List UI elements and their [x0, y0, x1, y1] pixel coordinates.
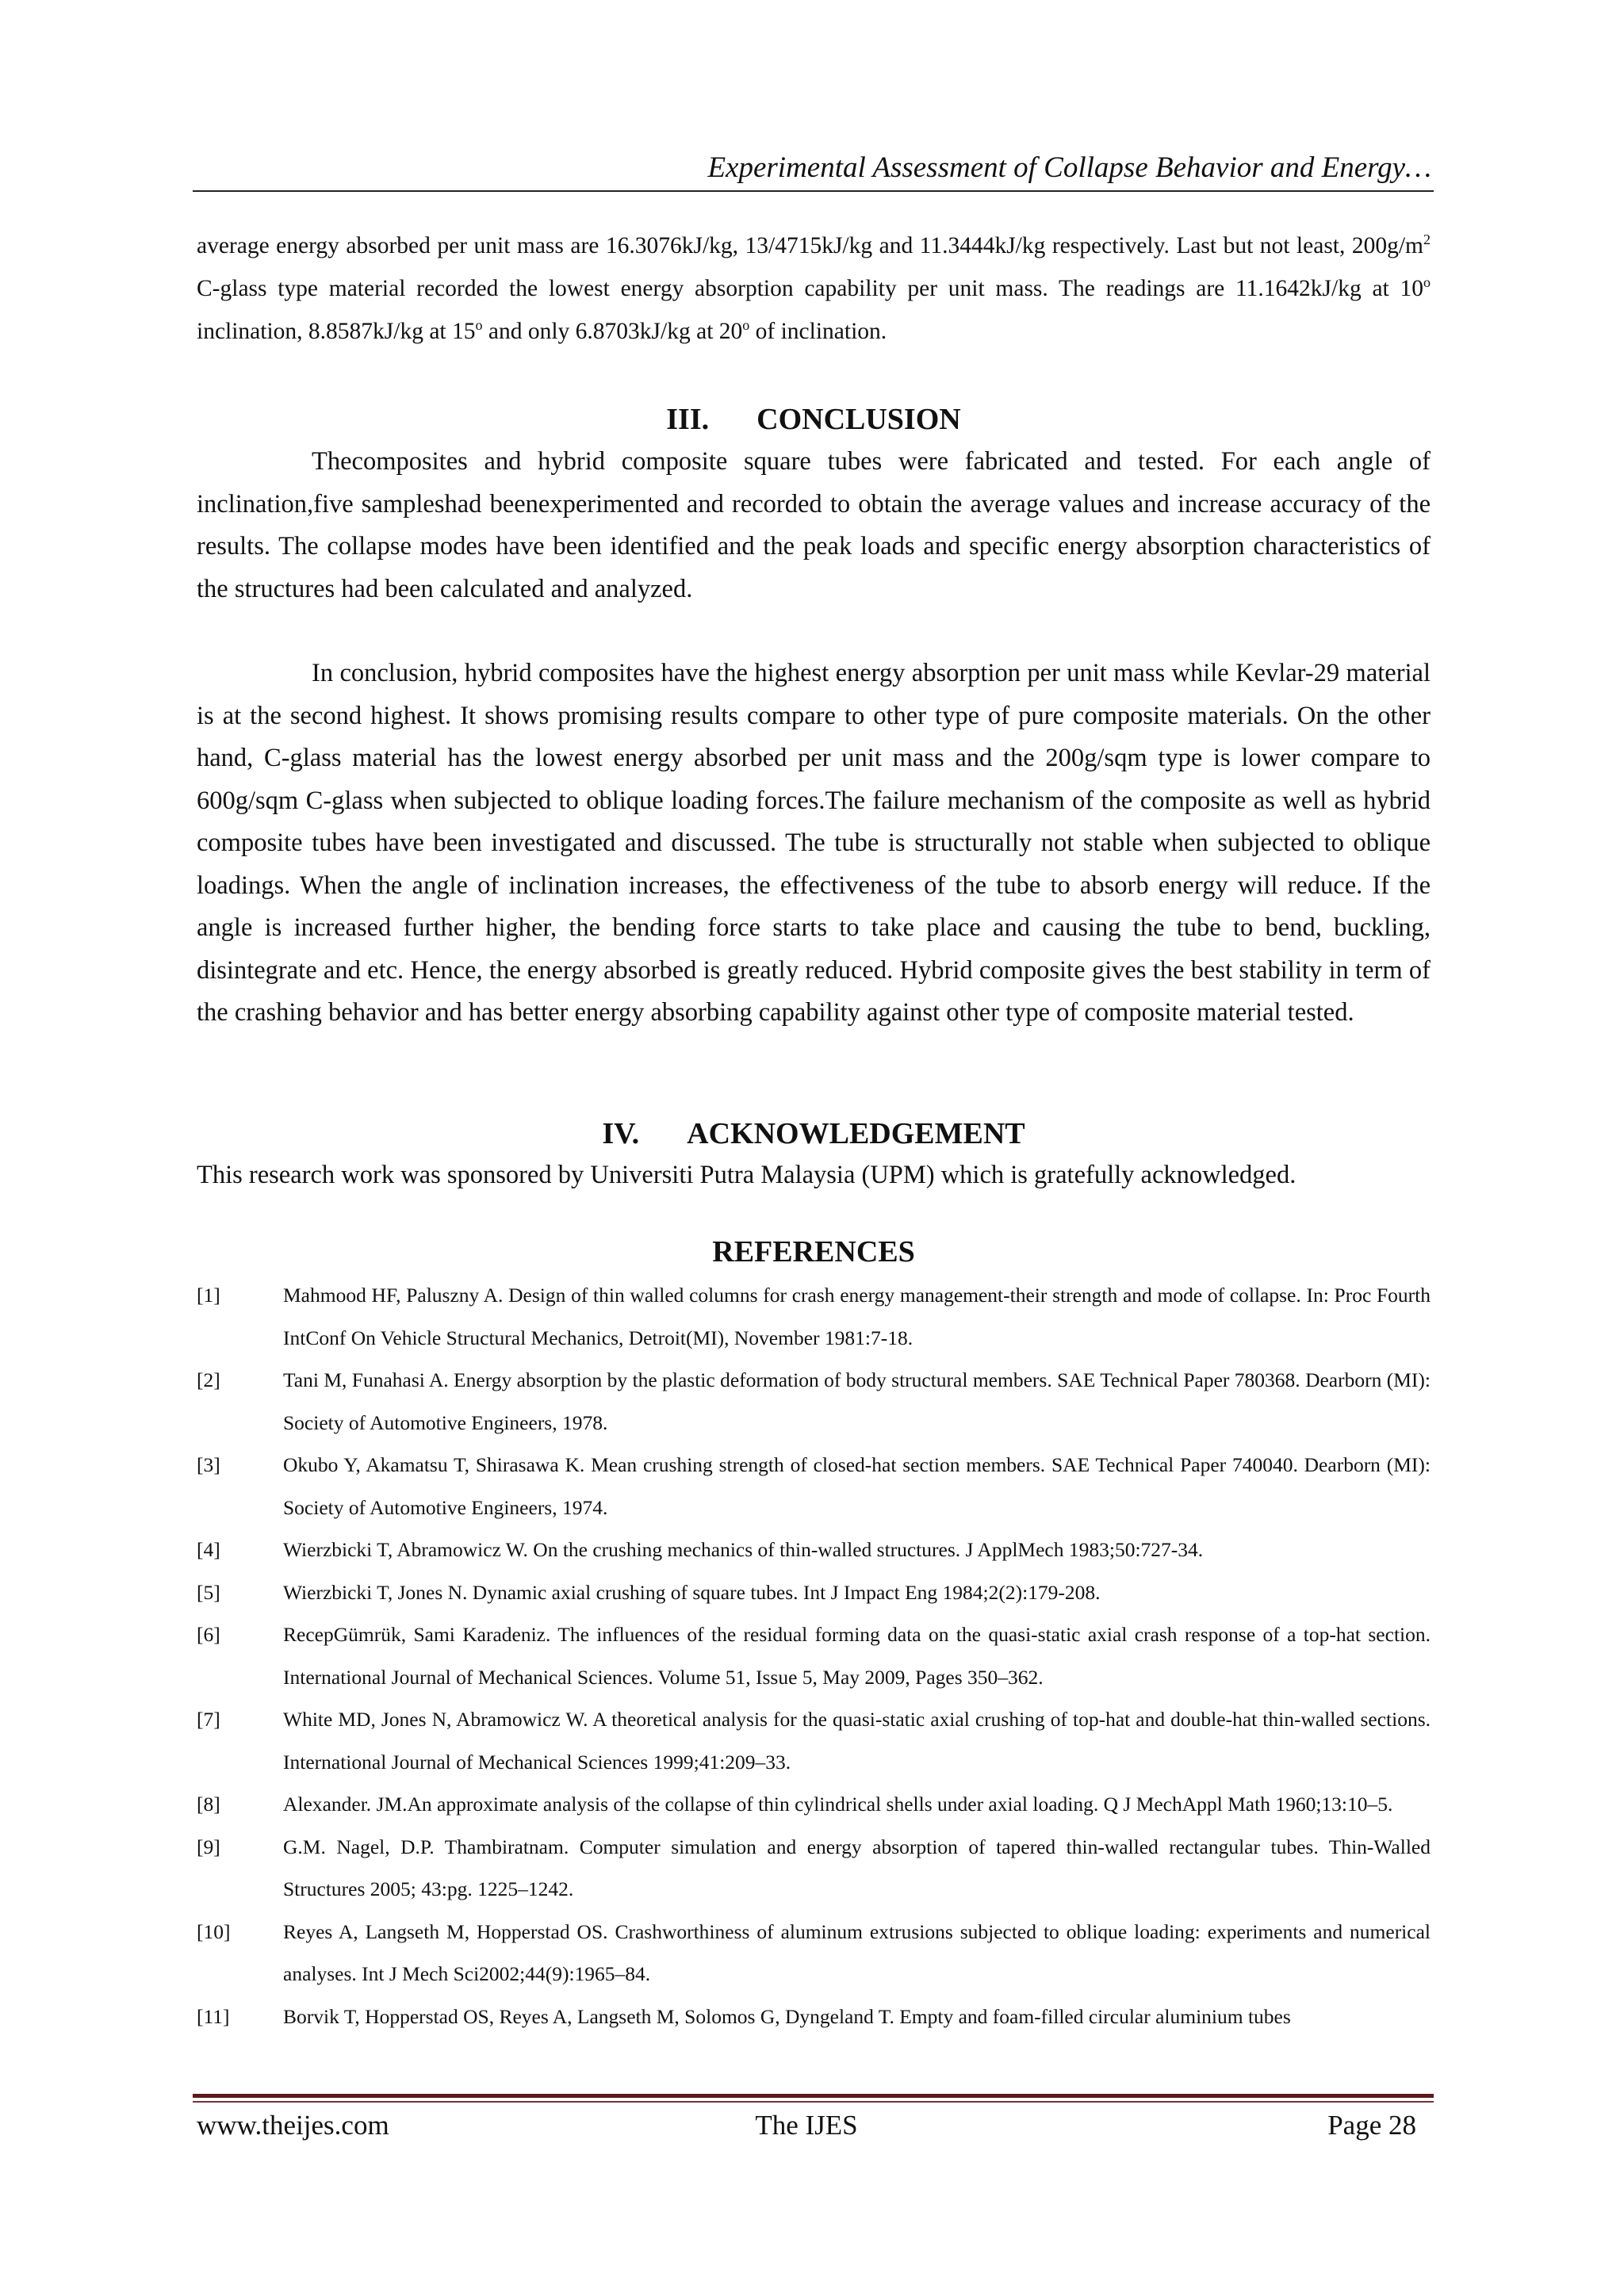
- superscript-2: 2: [1423, 232, 1431, 248]
- reference-number: [2]: [197, 1368, 220, 1391]
- reference-text: Wierzbicki T, Jones N. Dynamic axial crushing of square tubes. Int J Impact Eng 1984;2(2):179-208.: [283, 1580, 1101, 1604]
- reference-text: Reyes A, Langseth M, Hopperstad OS. Crashworthiness of aluminum extrusions subjected to oblique loading: experiments and numerical analyses. Int J Mech Sci2002;44(9):1965–84.: [283, 1919, 1431, 1985]
- page-footer: [197, 2106, 1416, 2145]
- reference-number: [3]: [197, 1453, 220, 1476]
- reference-text: Okubo Y, Akamatsu T, Shirasawa K. Mean crushing strength of closed-hat section members. SAE Technical Paper 740040. Dearborn (MI): Society of Automotive Engineers, 1974.: [283, 1453, 1431, 1519]
- conclusion-paragraph-2: In conclusion, hybrid composites have the highest energy absorption per unit mass while Kevlar-29 material is at the second highest. It shows promising results compare to other type of pure composite materials. On the other hand, C-glass material has the lowest energy absorbed per unit mass and the 200g/sqm type is lower compare to 600g/sqm C-glass when subjected to oblique loading forces.The failure mechanism of the composite as well as hybrid composite tubes have been investigated and discussed. The tube is structurally not stable when subjected to oblique loadings. When the angle of inclination increases, the effectiveness of the tube to absorb energy will reduce. If the angle is increased further higher, the bending force starts to take place and causing the tube to bend, buckling, disintegrate and etc. Hence, the energy absorbed is greatly reduced. Hybrid composite gives the best stability in term of the crashing behavior and has better energy absorbing capability against other type of composite material tested.: [197, 659, 1431, 1027]
- degree-superscript: o: [742, 317, 750, 334]
- section-number: III.: [666, 403, 710, 436]
- section-title: CONCLUSION: [756, 403, 961, 436]
- reference-text: Tani M, Funahasi A. Energy absorption by the plastic deformation of body structural members. SAE Technical Paper 780368. Dearborn (MI): Society of Automotive Engineers, 1978.: [283, 1368, 1431, 1434]
- footer-website: www.theijes.com: [197, 2110, 389, 2141]
- reference-text: Alexander. JM.An approximate analysis of the collapse of thin cylindrical shells under axial loading. Q J MechAppl Math 1960;13:10–5.: [283, 1793, 1393, 1816]
- reference-item: [197, 1613, 1431, 1698]
- reference-text: Borvik T, Hopperstad OS, Reyes A, Langseth M, Solomos G, Dyngeland T. Empty and foam-filled circular aluminium tubes: [283, 2004, 1291, 2028]
- intro-text-4: and only 6.8703kJ/kg at 20: [482, 319, 743, 344]
- reference-text: RecepGümrük, Sami Karadeniz. The influences of the residual forming data on the quasi-static axial crash response of a top-hat section. International Journal of Mechanical Sciences. Volume 51, Issue 5, May 2009, Pages 350–362.: [283, 1623, 1431, 1689]
- section-title: ACKNOWLEDGEMENT: [687, 1117, 1025, 1150]
- reference-text: Wierzbicki T, Abramowicz W. On the crushing mechanics of thin-walled structures. J ApplMech 1983;50:727-34.: [283, 1538, 1204, 1561]
- reference-text: White MD, Jones N, Abramowicz W. A theoretical analysis for the quasi-static axial crushing of top-hat and double-hat thin-walled sections. International Journal of Mechanical Sciences 1999;41:209–33.: [283, 1708, 1431, 1774]
- intro-text-5: of inclination.: [749, 319, 887, 344]
- reference-text: Mahmood HF, Paluszny A. Design of thin walled columns for crash energy management-their strength and mode of collapse. In: Proc Fourth IntConf On Vehicle Structural Mechanics, Detroit(MI), November 1981:7-18.: [283, 1284, 1431, 1349]
- reference-number: [5]: [197, 1580, 220, 1604]
- acknowledgement-text: This research work was sponsored by Universiti Putra Malaysia (UPM) which is gratefully acknowledged.: [197, 1161, 1297, 1189]
- reference-item: [197, 1783, 1431, 1826]
- conclusion-paragraph-1: Thecomposites and hybrid composite square tubes were fabricated and tested. For each angle of inclination,five sampleshad beenexperimented and recorded to obtain the average values and increase accuracy of the results. The collapse modes have been identified and the peak loads and specific energy absorption characteristics of the structures had been calculated and analyzed.: [197, 447, 1431, 603]
- reference-number: [7]: [197, 1708, 220, 1731]
- footer-journal: The IJES: [755, 2110, 858, 2141]
- degree-superscript: o: [1423, 274, 1431, 291]
- running-head-title: Experimental Assessment of Collapse Behavior and Energy…: [707, 151, 1431, 184]
- degree-superscript: o: [475, 317, 483, 334]
- footer-page-number: Page 28: [1327, 2110, 1416, 2141]
- section-heading-acknowledgement: [197, 1115, 1431, 1152]
- reference-item: [197, 1359, 1431, 1444]
- reference-number: [6]: [197, 1623, 220, 1646]
- intro-text-1: average energy absorbed per unit mass are 16.3076kJ/kg, 13/4715kJ/kg and 11.3444kJ/kg respectively. Last but not least, 200g/m: [197, 233, 1423, 258]
- header-rule: [193, 190, 1434, 192]
- reference-item: [197, 1996, 1431, 2038]
- reference-item: [197, 1571, 1431, 1614]
- section-heading-conclusion: [197, 401, 1431, 438]
- reference-list: [197, 1274, 1431, 2038]
- reference-number: [10]: [197, 1919, 231, 1943]
- section-number: IV.: [602, 1117, 640, 1150]
- reference-number: [11]: [197, 2004, 230, 2028]
- reference-number: [1]: [197, 1284, 220, 1307]
- reference-item: [197, 1911, 1431, 1996]
- reference-item: [197, 1444, 1431, 1529]
- reference-text: G.M. Nagel, D.P. Thambiratnam. Computer simulation and energy absorption of tapered thin-walled rectangular tubes. Thin-Walled Structures 2005; 43:pg. 1225–1242.: [283, 1835, 1431, 1900]
- intro-paragraph: [197, 224, 1431, 353]
- footer-rule-thin: [193, 2101, 1434, 2103]
- footer-rule: [193, 2094, 1434, 2098]
- reference-number: [4]: [197, 1538, 220, 1561]
- reference-item: [197, 1274, 1431, 1359]
- reference-item: [197, 1529, 1431, 1571]
- reference-number: [9]: [197, 1835, 220, 1858]
- intro-text-3: inclination, 8.8587kJ/kg at 15: [197, 319, 476, 344]
- intro-text-2: C-glass type material recorded the lowest energy absorption capability per unit mass. The readings are 11.1642kJ/kg at 10: [197, 276, 1423, 301]
- reference-item: [197, 1826, 1431, 1911]
- reference-number: [8]: [197, 1793, 220, 1816]
- references-heading: REFERENCES: [712, 1235, 915, 1269]
- reference-item: [197, 1698, 1431, 1783]
